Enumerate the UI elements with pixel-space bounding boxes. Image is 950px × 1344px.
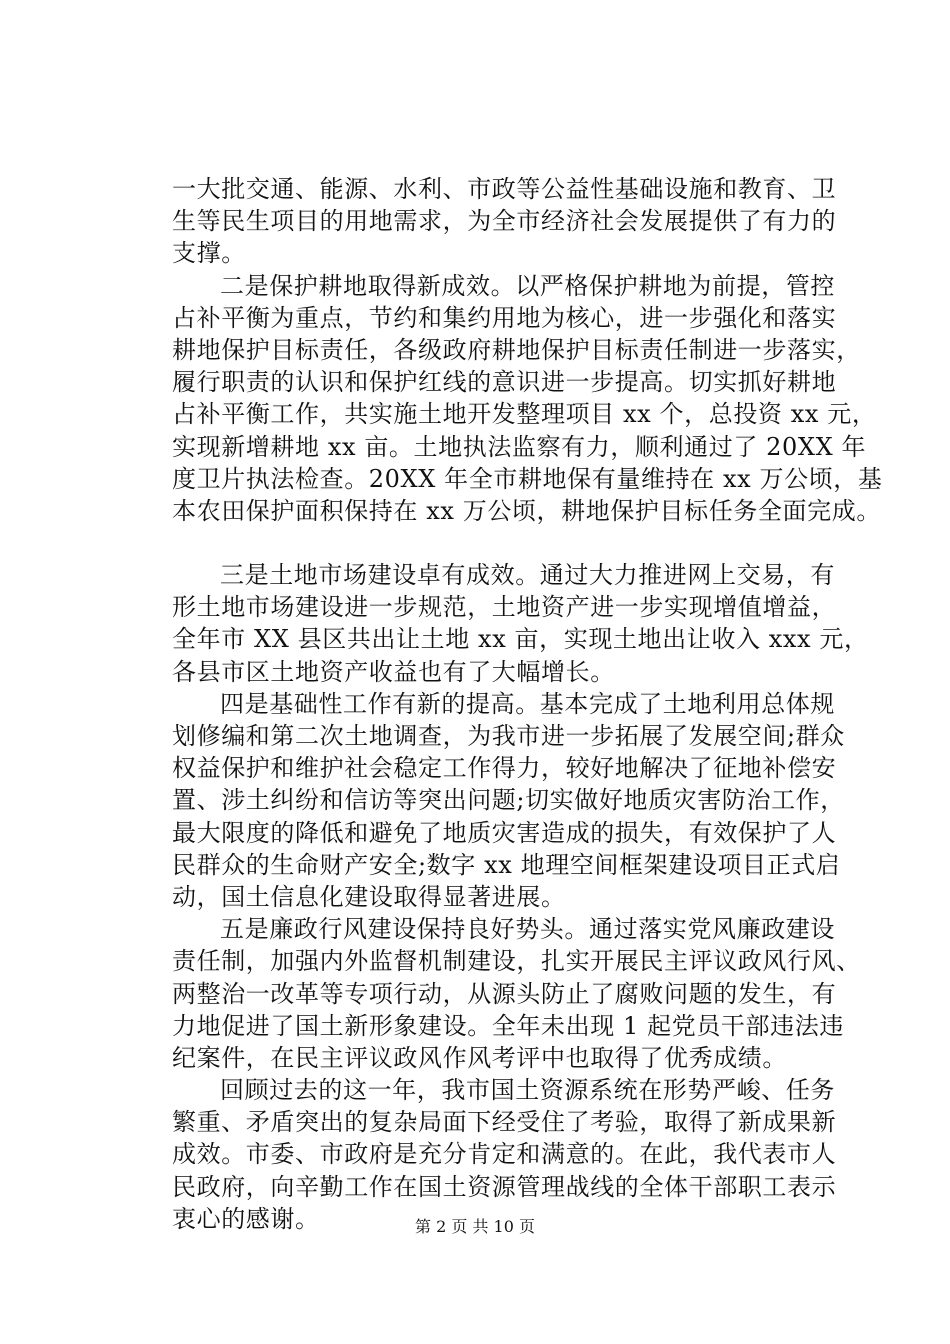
text-line: 动，国土信息化建设取得显著进展。 [172, 882, 566, 911]
text-line: 责任制，加强内外监督机制建设，扎实开展民主评议政风行风、 [172, 947, 861, 976]
text-line: 支撑。 [172, 239, 246, 268]
page-footer [0, 1217, 950, 1237]
text-line: 民群众的生命财产安全;数字 xx 地理空间框架建设项目正式启 [172, 850, 841, 879]
text-line: 划修编和第二次土地调查，为我市进一步拓展了发展空间;群众 [172, 722, 845, 750]
text-line: 两整治一改革等专项行动，从源头防止了腐败问题的发生，有 [172, 979, 837, 1008]
paragraph-start-line: 四是基础性工作有新的提高。基本完成了土地利用总体规 [220, 689, 835, 718]
text-line: 占补平衡工作，共实施土地开发整理项目 xx 个，总投资 xx 元， [172, 400, 877, 429]
text-line: 实现新增耕地 xx 亩。土地执法监察有力，顺利通过了 20XX 年 [172, 432, 867, 461]
text-line: 成效。市委、市政府是充分肯定和满意的。在此，我代表市人 [172, 1140, 837, 1169]
paragraph-start-line: 回顾过去的这一年，我市国土资源系统在形势严峻、任务 [220, 1076, 835, 1105]
text-line: 耕地保护目标责任，各级政府耕地保护目标责任制进一步落实， [172, 335, 861, 364]
text-line: 民政府，向辛勤工作在国土资源管理战线的全体干部职工表示 [172, 1172, 837, 1201]
text-line: 全年市 XX 县区共出让土地 xx 亩，实现土地出让收入 xxx 元， [172, 625, 869, 654]
paragraph-gap [172, 527, 837, 559]
text-line: 力地促进了国土新形象建设。全年未出现 1 起党员干部违法违 [172, 1011, 844, 1040]
page-indicator: 第 2 页 共 10 页 [415, 1217, 535, 1236]
text-line: 权益保护和维护社会稳定工作得力，较好地解决了征地补偿安 [172, 754, 837, 783]
text-line: 形土地市场建设进一步规范，土地资产进一步实现增值增益， [172, 593, 837, 622]
text-line: 占补平衡为重点，节约和集约用地为核心，进一步强化和落实 [172, 303, 837, 332]
text-line: 衷心的感谢。 [172, 1204, 320, 1233]
text-line: 各县市区土地资产收益也有了大幅增长。 [172, 657, 615, 686]
text-line: 履行职责的认识和保护红线的意识进一步提高。切实抓好耕地 [172, 368, 837, 397]
text-line: 度卫片执法检查。20XX 年全市耕地保有量维持在 xx 万公顷，基 [172, 464, 883, 493]
document-body [172, 173, 883, 1235]
text-line: 本农田保护面积保持在 xx 万公顷，耕地保护目标任务全面完成。 [172, 496, 881, 525]
text-line: 繁重、矛盾突出的复杂局面下经受住了考验，取得了新成果新 [172, 1108, 837, 1137]
paragraph-start-line: 五是廉政行风建设保持良好势头。通过落实党风廉政建设 [220, 915, 835, 944]
text-line: 生等民生项目的用地需求，为全市经济社会发展提供了有力的 [172, 207, 837, 236]
text-line: 纪案件，在民主评议政风作风考评中也取得了优秀成绩。 [172, 1043, 787, 1072]
paragraph-start-line: 二是保护耕地取得新成效。以严格保护耕地为前提，管控 [220, 271, 835, 300]
paragraph-start-line: 三是土地市场建设卓有成效。通过大力推进网上交易，有 [220, 561, 835, 590]
text-line: 一大批交通、能源、水利、市政等公益性基础设施和教育、卫 [172, 175, 837, 203]
text-line: 置、涉土纠纷和信访等突出问题;切实做好地质灾害防治工作， [172, 786, 845, 815]
text-line: 最大限度的降低和避免了地质灾害造成的损失，有效保护了人 [172, 818, 837, 847]
